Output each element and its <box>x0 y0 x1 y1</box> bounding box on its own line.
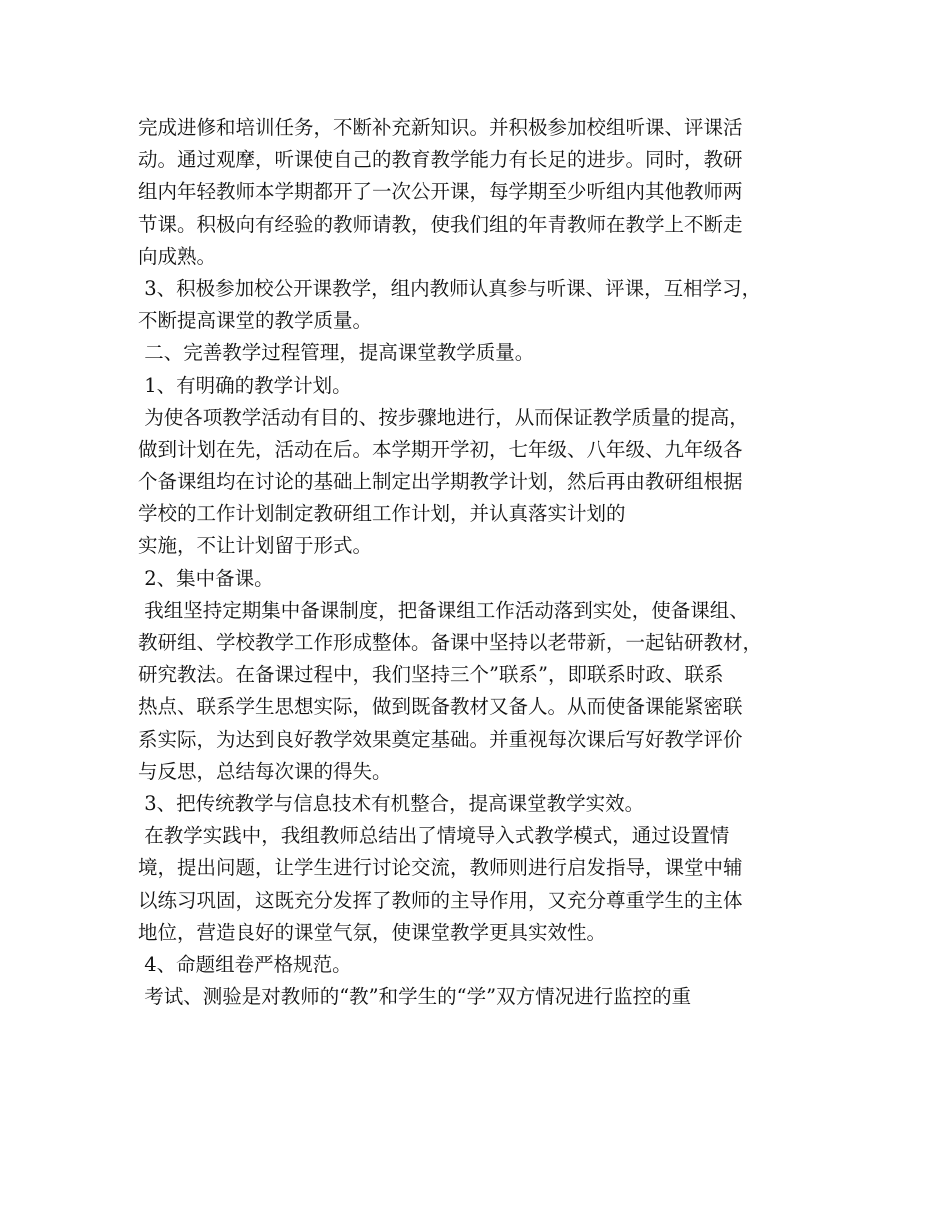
text-line: 地位，营造良好的课堂气氛，使课堂教学更具实效性。 <box>138 920 607 944</box>
subsection-heading: 3、把传统教学与信息技术有机整合，提高课堂教学实效。 <box>138 791 645 815</box>
subsection-heading: 1、有明确的教学计划。 <box>138 373 352 397</box>
body-text <box>138 112 828 1013</box>
section-heading: 二、完善教学过程管理，提高课堂教学质量。 <box>138 341 535 365</box>
text-line: 热点、联系学生思想实际，做到既备教材又备人。从而使备课能紧密联 <box>138 695 743 719</box>
text-line: 组内年轻教师本学期都开了一次公开课，每学期至少听组内其他教师两 <box>138 180 743 204</box>
text-line: 考试、测验是对教师的“教”和学生的“学”双方情况进行监控的重 <box>138 985 692 1009</box>
text-line: 为使各项教学活动有目的、按步骤地进行，从而保证教学质量的提高， <box>138 405 749 429</box>
text-line: 教研组、学校教学工作形成整体。备课中坚持以老带新，一起钻研教材， <box>138 631 763 654</box>
text-line: 做到计划在先，活动在后。本学期开学初，七年级、八年级、九年级各 <box>138 437 743 461</box>
text-line: 系实际，为达到良好教学效果奠定基础。并重视每次课后写好教学评价 <box>138 727 743 751</box>
text-line: 在教学实践中，我组教师总结出了情境导入式教学模式，通过设置情 <box>138 824 730 848</box>
text-line: 3、积极参加校公开课教学，组内教师认真参与听课、评课，互相学习， <box>138 276 762 300</box>
subsection-heading: 4、命题组卷严格规范。 <box>138 952 352 976</box>
text-line: 以练习巩固，这既充分发挥了教师的主导作用，又充分尊重学生的主体 <box>138 888 743 912</box>
text-line: 与反思，总结每次课的得失。 <box>138 759 392 783</box>
text-line: 不断提高课堂的教学质量。 <box>138 309 373 333</box>
text-line: 向成熟。 <box>138 244 217 268</box>
text-line: 境，提出问题，让学生进行讨论交流，教师则进行启发指导，课堂中辅 <box>138 856 743 880</box>
text-line: 节课。积极向有经验的教师请教，使我们组的年青教师在教学上不断走 <box>138 212 743 236</box>
subsection-heading: 2、集中备课。 <box>138 566 274 590</box>
text-line: 我组坚持定期集中备课制度，把备课组工作活动落到实处，使备课组、 <box>138 598 749 622</box>
text-line: 动。通过观摩，听课使自己的教育教学能力有长足的进步。同时，教研 <box>138 148 743 172</box>
text-line: 个备课组均在讨论的基础上制定出学期教学计划，然后再由教研组根据 <box>138 470 743 494</box>
text-line: 实施，不让计划留于形式。 <box>138 534 373 558</box>
text-line: 完成进修和培训任务，不断补充新知识。并积极参加校组听课、评课活 <box>138 116 743 139</box>
text-line: 研究教法。在备课过程中，我们坚持三个”联系”，即联系时政、联系 <box>138 663 724 687</box>
text-line: 学校的工作计划制定教研组工作计划，并认真落实计划的 <box>138 502 626 526</box>
